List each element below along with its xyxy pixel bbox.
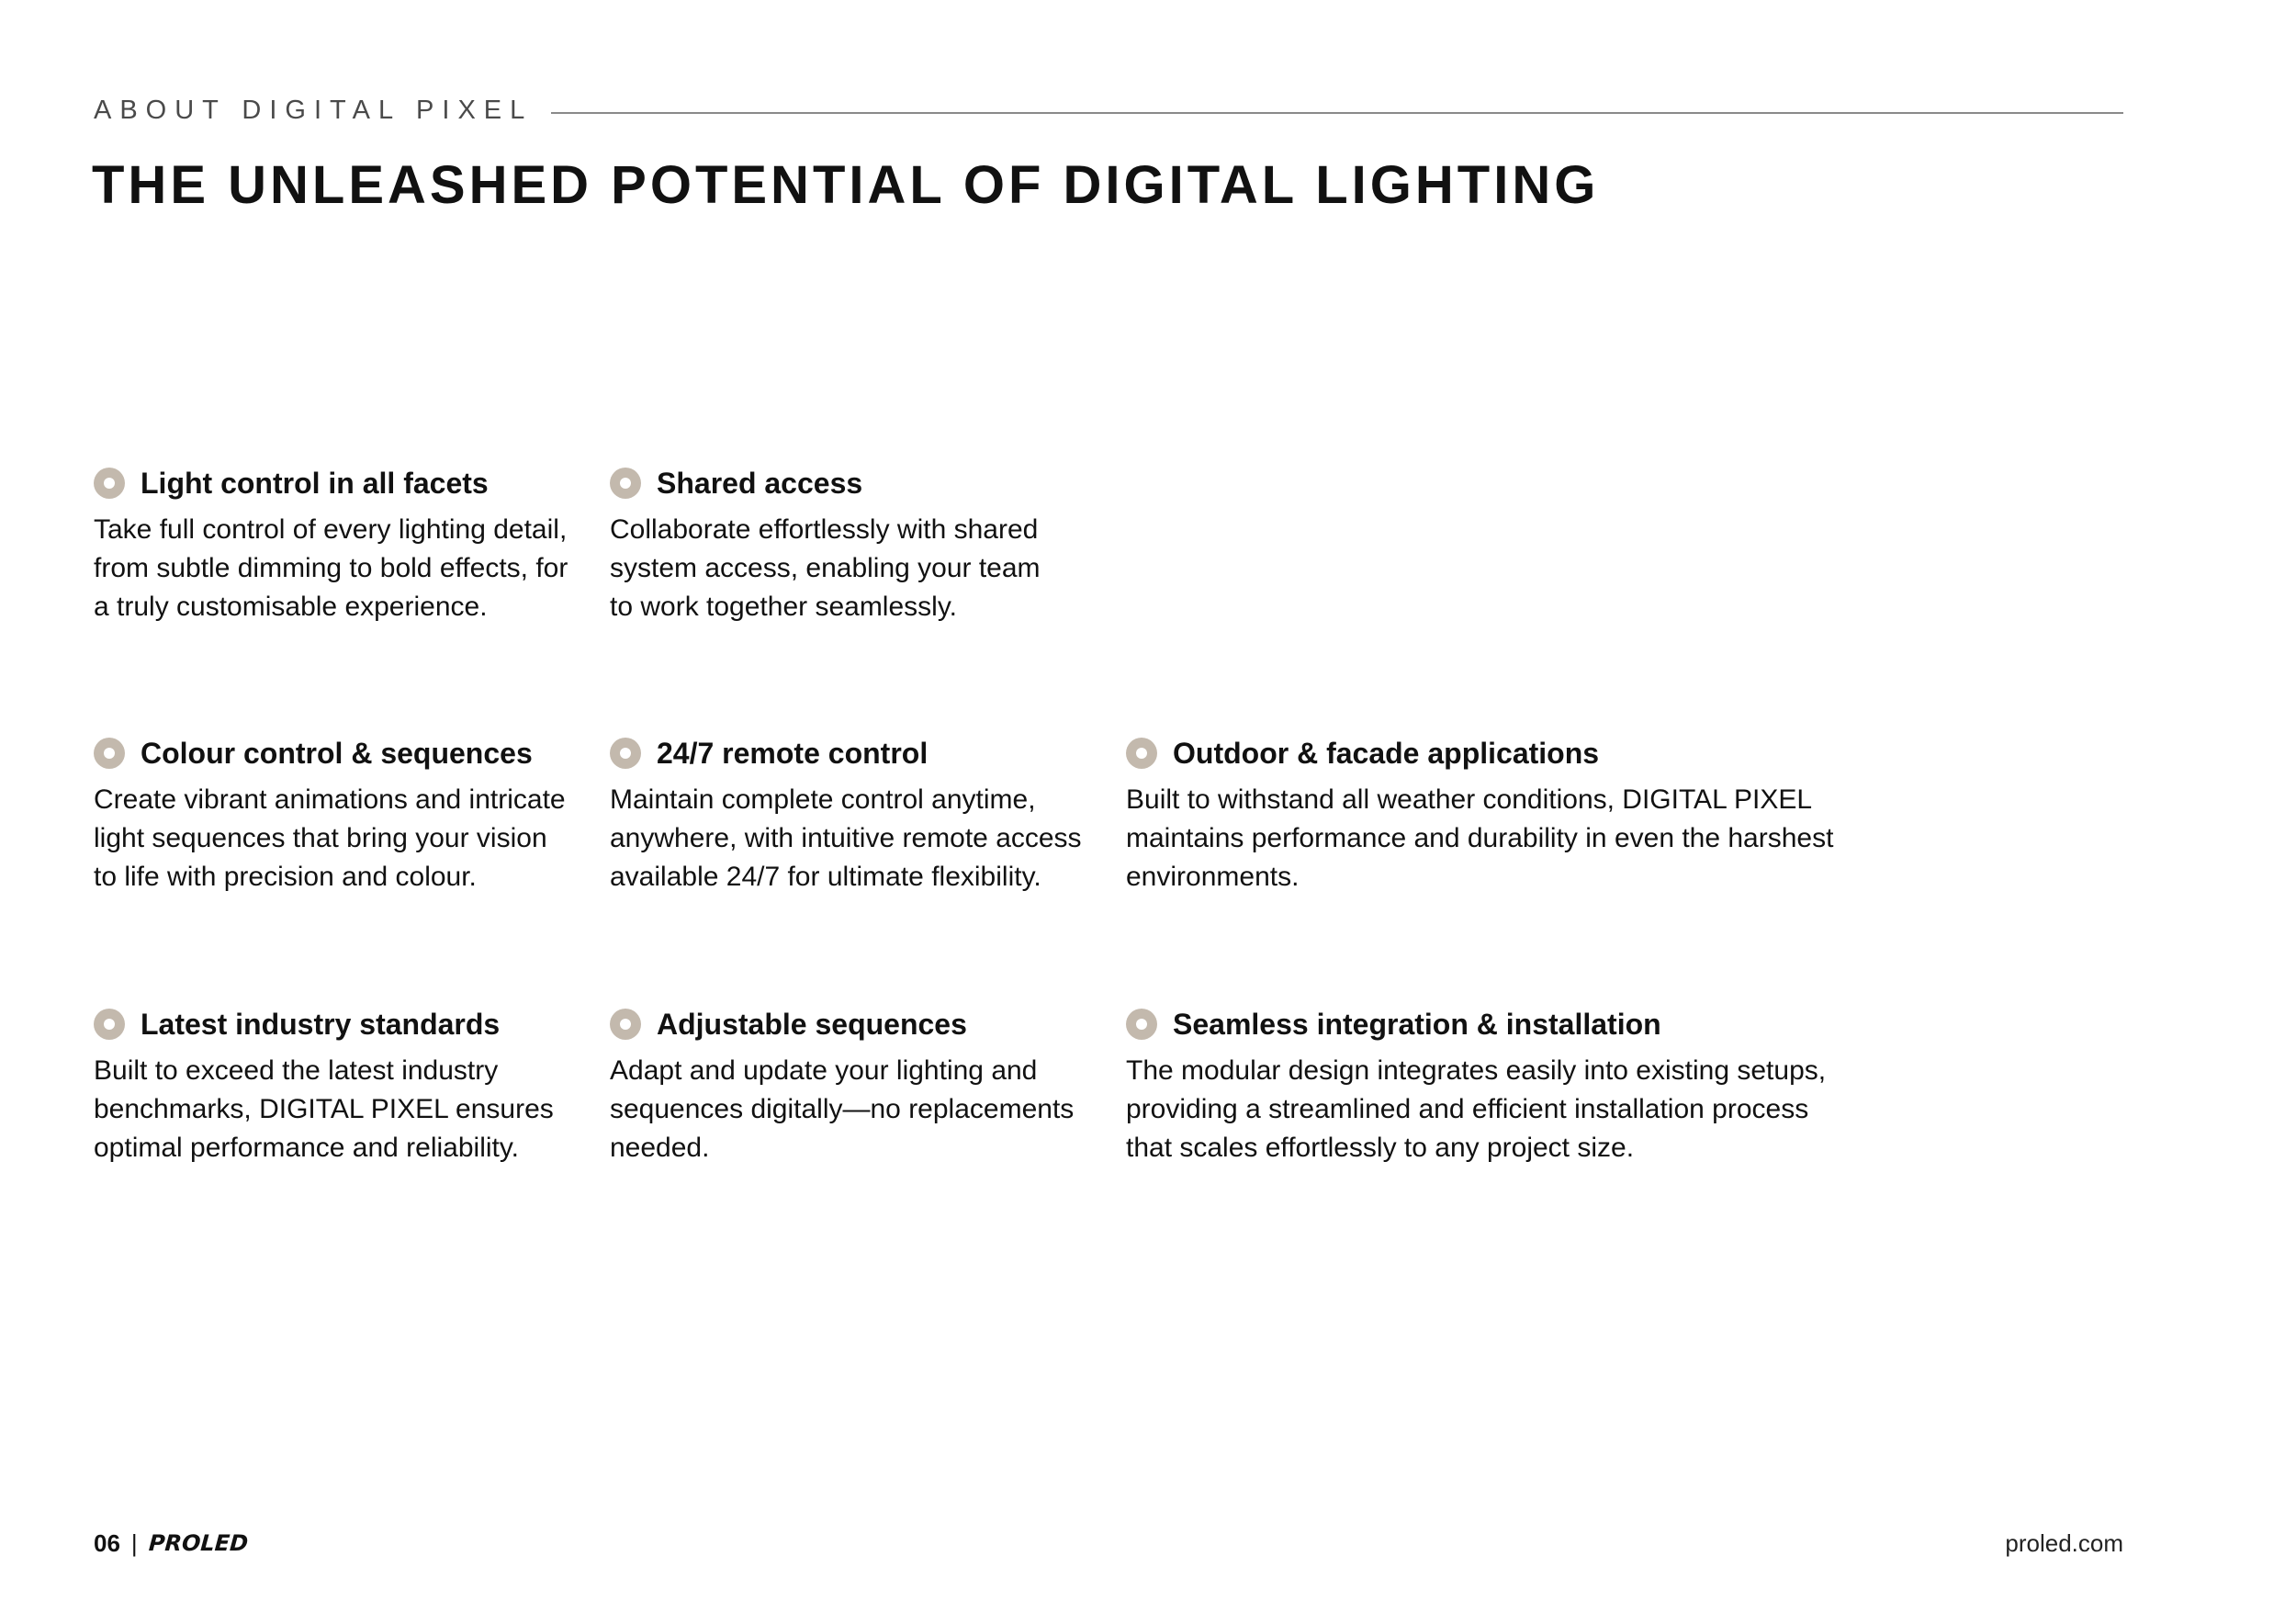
feature-adjustable-sequences [610, 1004, 1124, 1167]
feature-title: Light control in all facets [141, 466, 489, 500]
feature-title: Latest industry standards [141, 1007, 501, 1041]
circle-bullet-icon [94, 1009, 125, 1040]
feature-shared-access [610, 463, 1124, 626]
website-link[interactable]: proled.com [2005, 1528, 2123, 1557]
footer-separator: | [130, 1528, 138, 1557]
feature-colour-control [94, 733, 608, 897]
feature-description: Take full control of every lighting detail, from subtle dimming to bold effects, for a truly customisable experience. [94, 514, 568, 622]
feature-remote-control [610, 733, 1124, 897]
feature-description: Collaborate effortlessly with shared system access, enabling your team to work together seamlessly. [610, 514, 1041, 622]
brand-logo: PROLED [147, 1530, 249, 1556]
circle-bullet-icon [94, 738, 125, 769]
circle-bullet-icon [1126, 1009, 1157, 1040]
feature-seamless-integration [1126, 1004, 1842, 1167]
feature-description: Built to withstand all weather conditions, DIGITAL PIXEL maintains performance and durability in even the harshest environments. [1126, 784, 1834, 892]
footer-right [2005, 1527, 2123, 1560]
circle-bullet-icon [94, 468, 125, 499]
feature-title: Adjustable sequences [657, 1007, 967, 1041]
feature-outdoor-facade [1126, 733, 1842, 897]
page-number: 06 [94, 1528, 120, 1557]
header-divider [551, 112, 2123, 114]
page-title: THE UNLEASHED POTENTIAL OF DIGITAL LIGHTING [92, 155, 1600, 215]
feature-description: Maintain complete control anytime, anywhere, with intuitive remote access available 24/7 for ultimate flexibility. [610, 784, 1082, 892]
feature-description: Built to exceed the latest industry benchmarks, DIGITAL PIXEL ensures optimal performance and reliability. [94, 1055, 554, 1163]
circle-bullet-icon [610, 1009, 641, 1040]
footer-left [94, 1527, 248, 1560]
feature-description: The modular design integrates easily into existing setups, providing a streamlined and efficient installation process that scales effortlessly to any project size. [1126, 1055, 1827, 1163]
circle-bullet-icon [610, 468, 641, 499]
feature-title: 24/7 remote control [657, 736, 929, 770]
feature-light-control [94, 463, 608, 626]
feature-title: Outdoor & facade applications [1173, 736, 1600, 770]
feature-title: Seamless integration & installation [1173, 1007, 1661, 1041]
circle-bullet-icon [1126, 738, 1157, 769]
circle-bullet-icon [610, 738, 641, 769]
feature-industry-standards [94, 1004, 608, 1167]
feature-title: Shared access [657, 466, 863, 500]
section-label: ABOUT DIGITAL PIXEL [94, 95, 534, 125]
feature-title: Colour control & sequences [141, 736, 533, 770]
section-header [94, 92, 2123, 129]
feature-description: Adapt and update your lighting and sequences digitally—no replacements needed. [610, 1055, 1075, 1163]
feature-description: Create vibrant animations and intricate light sequences that bring your vision to life with precision and colour. [94, 784, 566, 892]
